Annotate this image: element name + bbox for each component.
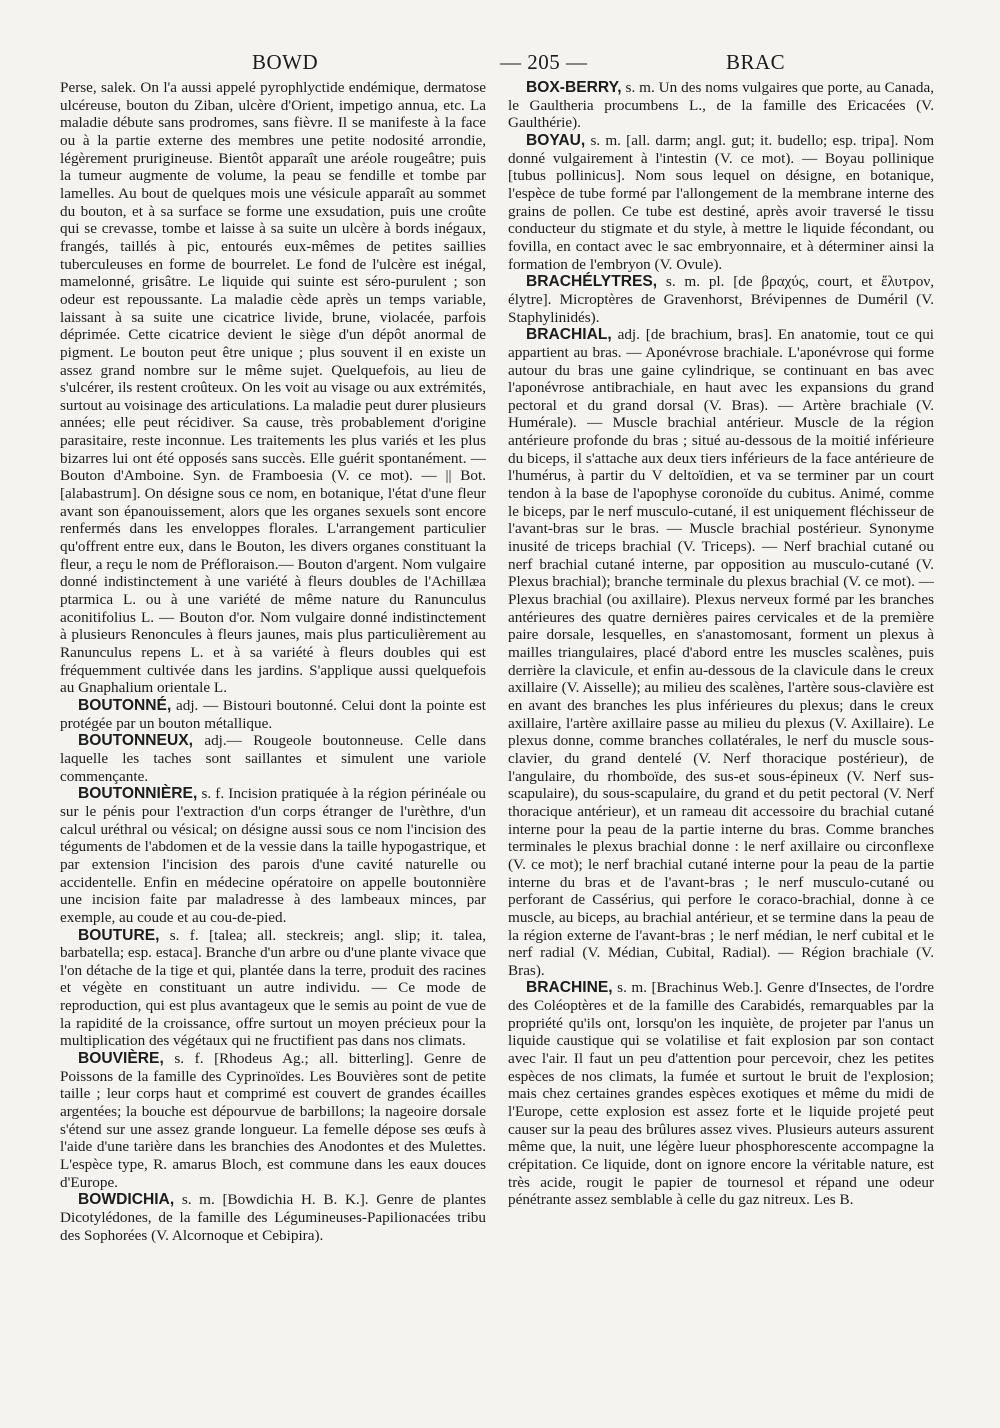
entry-headword: BRACHIAL, — [526, 326, 612, 344]
entry-box-berry — [508, 79, 934, 132]
entry-boutonneux — [60, 732, 486, 785]
entry-body: s. m. [Brachinus Web.]. Genre d'Insectes, de l'ordre des Coléoptères et de la famille des Carabidés, remarquables par la propriété qu'ils ont, lorsqu'on les inquiète, de projeter par l'anus un liquide caustique qui se volatilise et fait explosion par son contact avec l'air. Il faut un peu d'attention pour percevoir, chez les petites espèces de nos climats, la fumée et surtout le bruit de l'explosion; mais chez certaines grandes espèces exotiques et même du midi de l'Europe, cette explosion est assez forte et le liquide projeté peut causer sur la peau des brûlures assez vives. Plusieurs auteurs assurent même que, la nuit, une légère lueur phosphorescente accompagne la crépitation. Ce liquide, dont on ignore encore la véritable nature, est très acide, rougit le papier de tournesol et répand une odeur pénétrante assez semblable à celle du gaz nitreux. Les B. — [508, 979, 934, 1209]
entry-brachial — [508, 326, 934, 979]
entry-bouton-continued — [60, 79, 486, 697]
entry-boutonniere — [60, 785, 486, 926]
entry-body: s. m. [all. darm; angl. gut; it. budello; esp. tripa]. Nom donné vulgairement à l'intestin (V. ce mot). — Boyau pollinique [tubus pollinicus]. Nom sous lequel on désigne, en botanique, l'espèce de tube formé par l'allongement de la membrane interne des grains de pollen. Ce tube est destiné, après avoir traversé le tissu conducteur du stigmate et du style, à mettre le liquide fécondant, ou fovilla, en contact avec le sac embryonnaire, et à déterminer ainsi la formation de l'embryon (V. Ovule). — [508, 131, 935, 273]
entry-bowdichia — [60, 1191, 486, 1244]
page-number: — 205 — — [500, 50, 588, 74]
header-left-guideword: BOWD — [252, 50, 319, 74]
entry-body: Perse, salek. On l'a aussi appelé pyrophlyctide endémique, dermatose ulcéreuse, bouton du Ziban, ulcère d'Orient, impetigo annua, etc. La maladie débute sans prodromes, sans fièvre. Il se manifeste à la face ou à la partie externe des membres une petite nodosité arrondie, légèrement prurigineuse. Bientôt apparaît une aréole rougeâtre; puis la tumeur augmente de volume, la peau se fendille et tombe par lamelles. Au bout de quelques mois une vésicule apparaît au sommet du bouton, et à sa surface se forme une exsudation, puis une croûte qui se crevasse, tombe et laisse à sa suite un ulcère à bords inégaux, frangés, taillés à pic, entourés eux-mêmes de petites saillies tuberculeuses en forme de bourrelet. Le fond de l'ulcère est inégal, mamelonné, grisâtre. Le liquide qui suinte est séro-purulent ; son odeur est repoussante. La maladie cède après un temps variable, laissant à sa suite une cicatrice livide, brune, violacée, parfois déprimée. Cette cicatrice devient le siège d'un dépôt anormal de pigment. Le bouton peut être unique ; plus souvent il en existe un assez grand nombre sur le même sujet. Quelquefois, au lieu de s'ulcérer, ils restent croûteux. On les voit au visage ou aux extrémités, surtout au voisinage des articulations. La maladie peut durer plusieurs années; elle peut récidiver. Sa cause, très probablement d'origine parasitaire, reste inconnue. Les traitements les plus variés et les plus bizarres lui ont été opposés sans succès. Elle guérit spontanément. — Bouton d'Amboine. Syn. de Framboesia (V. ce mot). — || Bot. [alabastrum]. On désigne sous ce nom, en botanique, l'état d'une fleur avant son épanouissement, alors que les organes sexuels sont encore renfermés dans les enveloppes florales. L'arrangement particulier qu'offrent entre eux, dans le Bouton, les divers organes constituant la fleur, a reçu le nom de Préfloraison.— Bouton d'argent. Nom vulgaire donné indistinctement à une variété à fleurs doubles de l'Achillæa ptarmica L. ou à une variété de même nature du Ranunculus aconitifolius L. — Bouton d'or. Nom vulgaire donné indistinctement à plusieurs Renoncules à fleurs jaunes, mais plus particulièrement au Ranunculus repens L. et à sa variété à fleurs doubles qui est fréquemment cultivée dans les jardins. S'applique aussi quelquefois au Gnaphalium orientale L. — [60, 79, 486, 697]
entry-bouture — [60, 927, 486, 1051]
entry-body: s. m. pl. [de βραχύς, court, et ἔλυτρον, élytre]. Microptères de Gravenhorst, Brévipennes de Duméril (V. Staphylinidés). — [508, 273, 935, 326]
entry-headword: BOUVIÈRE, — [78, 1050, 164, 1068]
entry-body: s. m. [Bowdichia H. B. K.]. Genre de plantes Dicotylédones, de la famille des Légumineuses-Papilionacées tribu des Sophorées (V. Alcornoque et Cebipira). — [60, 1191, 486, 1244]
entry-headword: BOWDICHIA, — [78, 1191, 175, 1209]
entry-boyau — [508, 132, 934, 273]
header-right-guideword: BRAC — [726, 50, 786, 74]
entry-body: s. f. Incision pratiquée à la région périnéale ou sur le pénis pour l'extraction d'un corps étranger de l'urèthre, d'un calcul uréthral ou vésical; on désigne aussi sous ce nom l'incision des téguments de l'abdomen et de la vessie dans la taille hypogastrique, et par extension l'incision des parois d'une cavité naturelle ou accidentelle. Enfin en médecine opératoire on appelle boutonnière une incision faite par maladresse à des lambeaux minces, par exemple, au coude et au cou-de-pied. — [60, 785, 487, 926]
entry-body: adj. [de brachium, bras]. En anatomie, tout ce qui appartient au bras. — Aponévrose brachiale. L'aponévrose qui forme autour du bras une gaine cylindrique, se continuant en bas avec l'aponévrose antibrachiale, en haut avec les expansions du grand pectoral et du grand dorsal (V. Bras). — Artère brachiale (V. Humérale). — Muscle brachial antérieur. Muscle de la région antérieure profonde du bras ; situé au-dessous de la moitié inférieure du biceps, il s'attache aux deux tiers inférieurs de la face antérieure de l'humérus, à partir du V deltoïdien, et va se terminer par un court tendon à la base de l'apophyse coronoïde du cubitus. Animé, comme le biceps, par le nerf musculo-cutané, il est uniquement fléchisseur de l'avant-bras sur le bras. — Muscle brachial postérieur. Synonyme inusité de triceps brachial (V. Triceps). — Nerf brachial cutané ou nerf brachial cutané interne, par opposition au musculo-cutané (V. Plexus brachial); branche terminale du plexus brachial (V. ce mot). — Plexus brachial (ou axillaire). Plexus nerveux formé par les branches antérieures des quatre dernières paires cervicales et de la première paire dorsale, lesquelles, en s'anastomosant, forment un plexus à mailles triangulaires, placé d'abord entre les muscles scalènes, puis derrière la clavicule, et enfin au-dessous de la clavicule dans le creux axillaire (V. Aisselle); au milieu des scalènes, l'artère sous-clavière est en avant des branches les plus inférieures du plexus; dans le creux axillaire, l'artère axillaire passe au milieu du plexus (V. Axillaire). Le plexus donne, comme branches collatérales, le nerf du muscle sous-clavier, du grand dentelé (V. Nerf thoracique postérieur), de l'angulaire, du rhomboïde, des sus-et sous-épineux (V. Nerf sus-scapulaire), du sous-scapulaire, du grand et du petit pectoral (V. Nerf thoracique antérieur), et un rameau dit accessoire du brachial cutané interne pour la peau de la partie interne du bras. Comme branches terminales le plexus brachial donne : le nerf axillaire ou circonflexe (V. ce mot); le nerf brachial cutané interne pour la peau de la partie interne du bras et de l'avant-bras ; le nerf musculo-cutané ou perforant de Cassérius, qui perfore le coraco-brachial, donne à ce muscle, au biceps, au brachial antérieur, et se termine dans la peau de la région externe de l'avant-bras ; le nerf médian, le nerf cubital et le nerf radial (V. Médian, Cubital, Radial). — Région brachiale (V. Bras). — [508, 326, 935, 979]
entry-body: adj.— Rougeole boutonneuse. Celle dans laquelle les taches sont saillantes et simulent une variole commençante. — [60, 732, 487, 785]
entry-headword: BOUTONNEUX, — [78, 732, 193, 750]
entry-headword: BOYAU, — [526, 131, 586, 149]
entry-headword: BOUTONNÉ, — [78, 696, 172, 714]
entry-brachelytres — [508, 273, 934, 326]
page-header — [60, 50, 940, 76]
entry-boutonne — [60, 697, 486, 732]
entry-body: s. f. [Rhodeus Ag.; all. bitterling]. Genre de Poissons de la famille des Cyprinoïdes. Les Bouvières sont de petite taille ; leur corps haut et comprimé est couvert de grandes écailles argentées; la bouche est dépourvue de barbillons; la nageoire dorsale s'étend sur une assez grande longueur. La femelle dépose ses œufs à l'aide d'une tarière dans les branchies des Anodontes et des Mulettes. L'espèce type, R. amarus Bloch, est commune dans les eaux douces d'Europe. — [60, 1050, 486, 1191]
left-column — [60, 79, 486, 1244]
entry-headword: BOUTURE, — [78, 926, 160, 944]
entry-headword: BRACHINE, — [526, 979, 613, 997]
entry-headword: BRACHÉLYTRES, — [526, 273, 658, 291]
entry-body: s. m. Un des noms vulgaires que porte, au Canada, le Gaultheria procumbens L., de la famille des Ericacées (V. Gaulthérie). — [508, 79, 935, 132]
entry-bouviere — [60, 1050, 486, 1191]
entry-headword: BOUTONNIÈRE, — [78, 785, 198, 803]
right-column — [508, 79, 934, 1209]
entry-body: s. f. [talea; all. steckreis; angl. slip; it. talea, barbatella; esp. estaca]. Branche d'un arbre ou d'une plante vivace que l'on détache de la tige et qui, plantée dans la terre, produit des racines et végète en constituant un autre individu. — Ce mode de reproduction, qui est plus avantageux que le semis au point de vue de la rapidité de la croissance, offre surtout un moyen précieux pour la multiplication des végétaux qui ne fructifient pas dans nos climats. — [60, 926, 486, 1050]
entry-body: adj. — Bistouri boutonné. Celui dont la pointe est protégée par un bouton métallique. — [60, 696, 487, 732]
entry-headword: BOX-BERRY, — [526, 79, 622, 96]
entry-brachine — [508, 979, 934, 1209]
